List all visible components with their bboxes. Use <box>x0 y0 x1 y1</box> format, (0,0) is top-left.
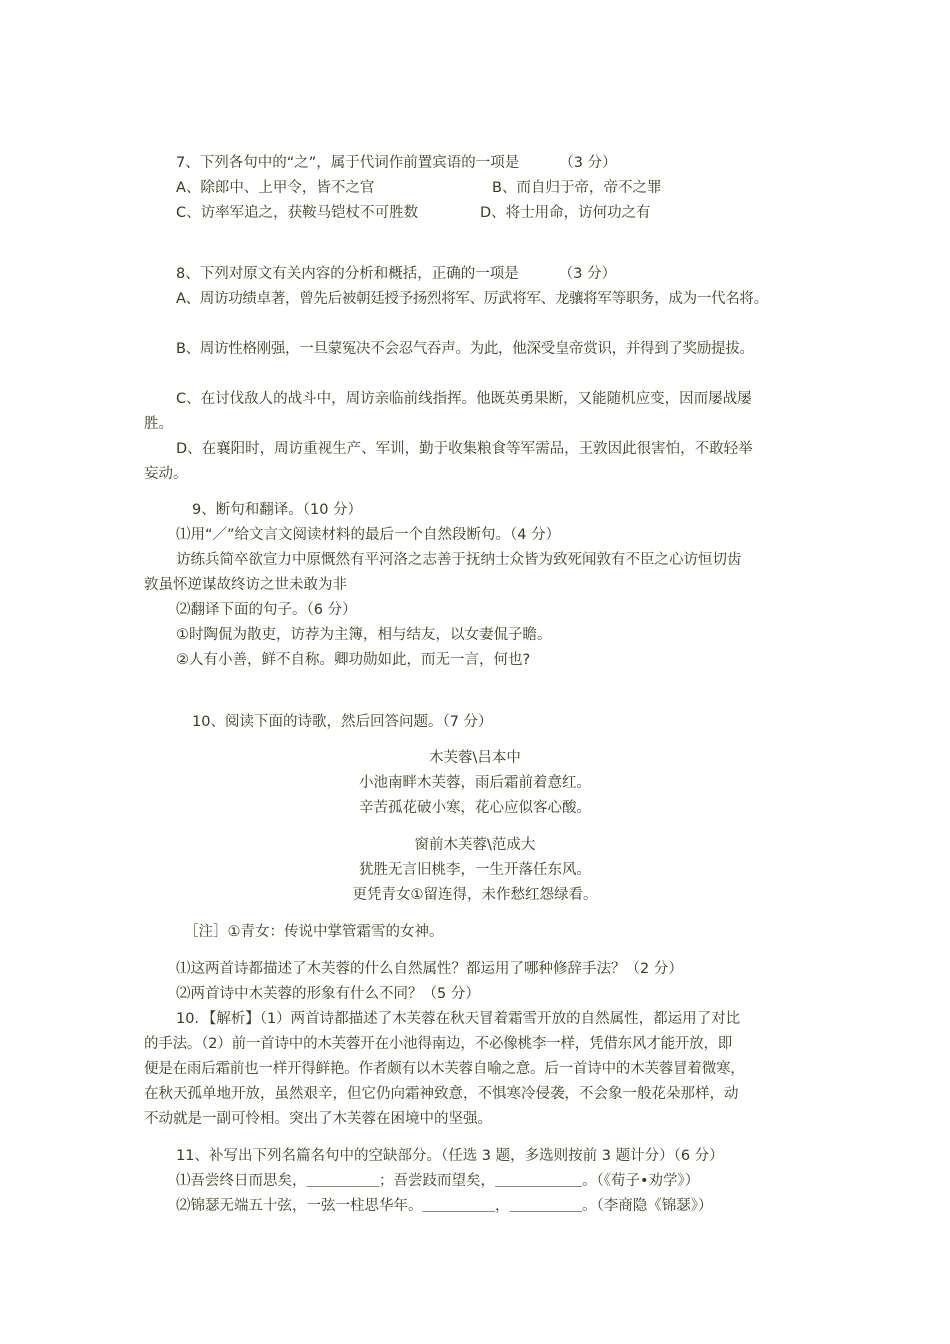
q8-stem: 8、下列对原文有关内容的分析和概括，正确的一项是 <box>176 266 519 282</box>
poem2-title: 窗前木芙蓉\范成大 <box>414 837 536 853</box>
q9-sentence-1: ①时陶侃为散吏，访荐为主簿，相与结友，以女妻侃子瞻。 <box>176 627 552 643</box>
q9-part1: ⑴用“／”给文言文阅读材料的最后一个自然段断句。（4 分） <box>176 527 561 543</box>
poem-note: ［注］①青女：传说中掌管霜雪的女神。 <box>184 924 444 940</box>
q9-part1-text-line1: 访练兵简卒欲宣力中原慨然有平河洛之志善于抚纳士众皆为致死闻敦有不臣之心访恒切齿 <box>176 552 742 568</box>
q8-option-d-line2: 妄动。 <box>144 466 188 482</box>
q10-answer-line3: 便是在雨后霜前也一样开得鲜艳。作者颇有以木芙蓉自喻之意。后一首诗中的木芙蓉冒着微寒， <box>144 1061 745 1077</box>
q9-part2: ⑵翻译下面的句子。（6 分） <box>176 602 357 618</box>
q8-option-d-line1: D、在襄阳时，周访重视生产、军训，勤于收集粮食等军需品，王敦因此很害怕，不敢轻举 <box>176 441 753 457</box>
poem2-line2: 更凭青女①留连得，未作愁红怨绿看。 <box>352 887 598 903</box>
q7-option-d: D、将士用命，访何功之有 <box>480 205 651 221</box>
q7-option-b: B、而自归于帝，帝不之罪 <box>492 180 662 196</box>
q8-option-a: A、周访功绩卓著，曾先后被朝廷授予扬烈将军、厉武将军、龙骧将军等职务，成为一代名将。 <box>176 291 768 307</box>
q8-option-b: B、周访性格刚强，一旦蒙冤决不会忍气吞声。为此，他深受皇帝赏识，并得到了奖励提拔。 <box>176 341 754 357</box>
q8-option-c-line2: 胜。 <box>144 416 173 432</box>
q11-part2: ⑵锦瑟无端五十弦，一弦一柱思华年。＿＿＿＿＿，＿＿＿＿＿。（李商隐《锦瑟》） <box>176 1198 713 1214</box>
poem1-line2: 辛苦孤花破小寒，花心应似客心酸。 <box>359 800 591 816</box>
q10-answer-line1: 10．【解析】（1）两首诗都描述了木芙蓉在秋天冒着霜雪开放的自然属性，都运用了对比 <box>176 1011 741 1027</box>
q9-sentence-2: ②人有小善，鲜不自称。卿功勋如此，而无一言，何也? <box>176 652 531 668</box>
q8-stem-line <box>176 264 616 284</box>
poem1-title: 木芙蓉\吕本中 <box>429 750 521 766</box>
q10-stem: 10、阅读下面的诗歌，然后回答问题。（7 分） <box>192 714 493 730</box>
q10-answer-line2: 的手法。（2）前一首诗中的木芙蓉开在小池得南边，不必像桃李一样，凭借东风才能开放，即 <box>144 1036 733 1052</box>
q9-part1-text-line2: 敦虽怀逆谋故终访之世未敢为非 <box>144 577 347 593</box>
q10-part2: ⑵两首诗中木芙蓉的形象有什么不同？（5 分） <box>176 986 480 1002</box>
q7-option-c: C、访率军追之，获鞍马铠杖不可胜数 <box>176 205 419 221</box>
q7-stem: 7、下列各句中的“之”，属于代词作前置宾语的一项是 <box>176 155 520 171</box>
q8-score: （3 分） <box>558 266 617 282</box>
q11-stem: 11、补写出下列名篇名句中的空缺部分。（任选 3 题，多选则按前 3 题计分）（6 分） <box>176 1148 724 1164</box>
q7-score: （3 分） <box>559 155 617 171</box>
q8-option-c-line1: C、在讨伐敌人的战斗中，周访亲临前线指挥。他既英勇果断，又能随机应变，因而屡战屡 <box>176 391 752 407</box>
q10-answer-line4: 在秋天孤单地开放，虽然艰辛，但它仍向霜神致意，不惧寒冷侵袭，不会象一般花朵那样，动 <box>144 1086 739 1102</box>
poem2-line1: 犹胜无言旧桃李，一生开落任东风。 <box>359 862 591 878</box>
poem1-line1: 小池南畔木芙蓉，雨后霜前着意红。 <box>359 775 591 791</box>
q7-option-a: A、除郎中、上甲令，皆不之官 <box>176 180 375 196</box>
q10-part1: ⑴这两首诗都描述了木芙蓉的什么自然属性？都运用了哪种修辞手法？（2 分） <box>176 961 683 977</box>
q10-answer-line5: 不动就是一副可怜相。突出了木芙蓉在困境中的坚强。 <box>144 1111 492 1127</box>
q11-part1: ⑴吾尝终日而思矣，＿＿＿＿＿；吾尝跂而望矣，＿＿＿＿＿＿。（《荀子•劝学》） <box>176 1173 700 1189</box>
q9-stem: 9、断句和翻译。（10 分） <box>192 502 363 518</box>
q7-stem-line <box>176 153 617 173</box>
